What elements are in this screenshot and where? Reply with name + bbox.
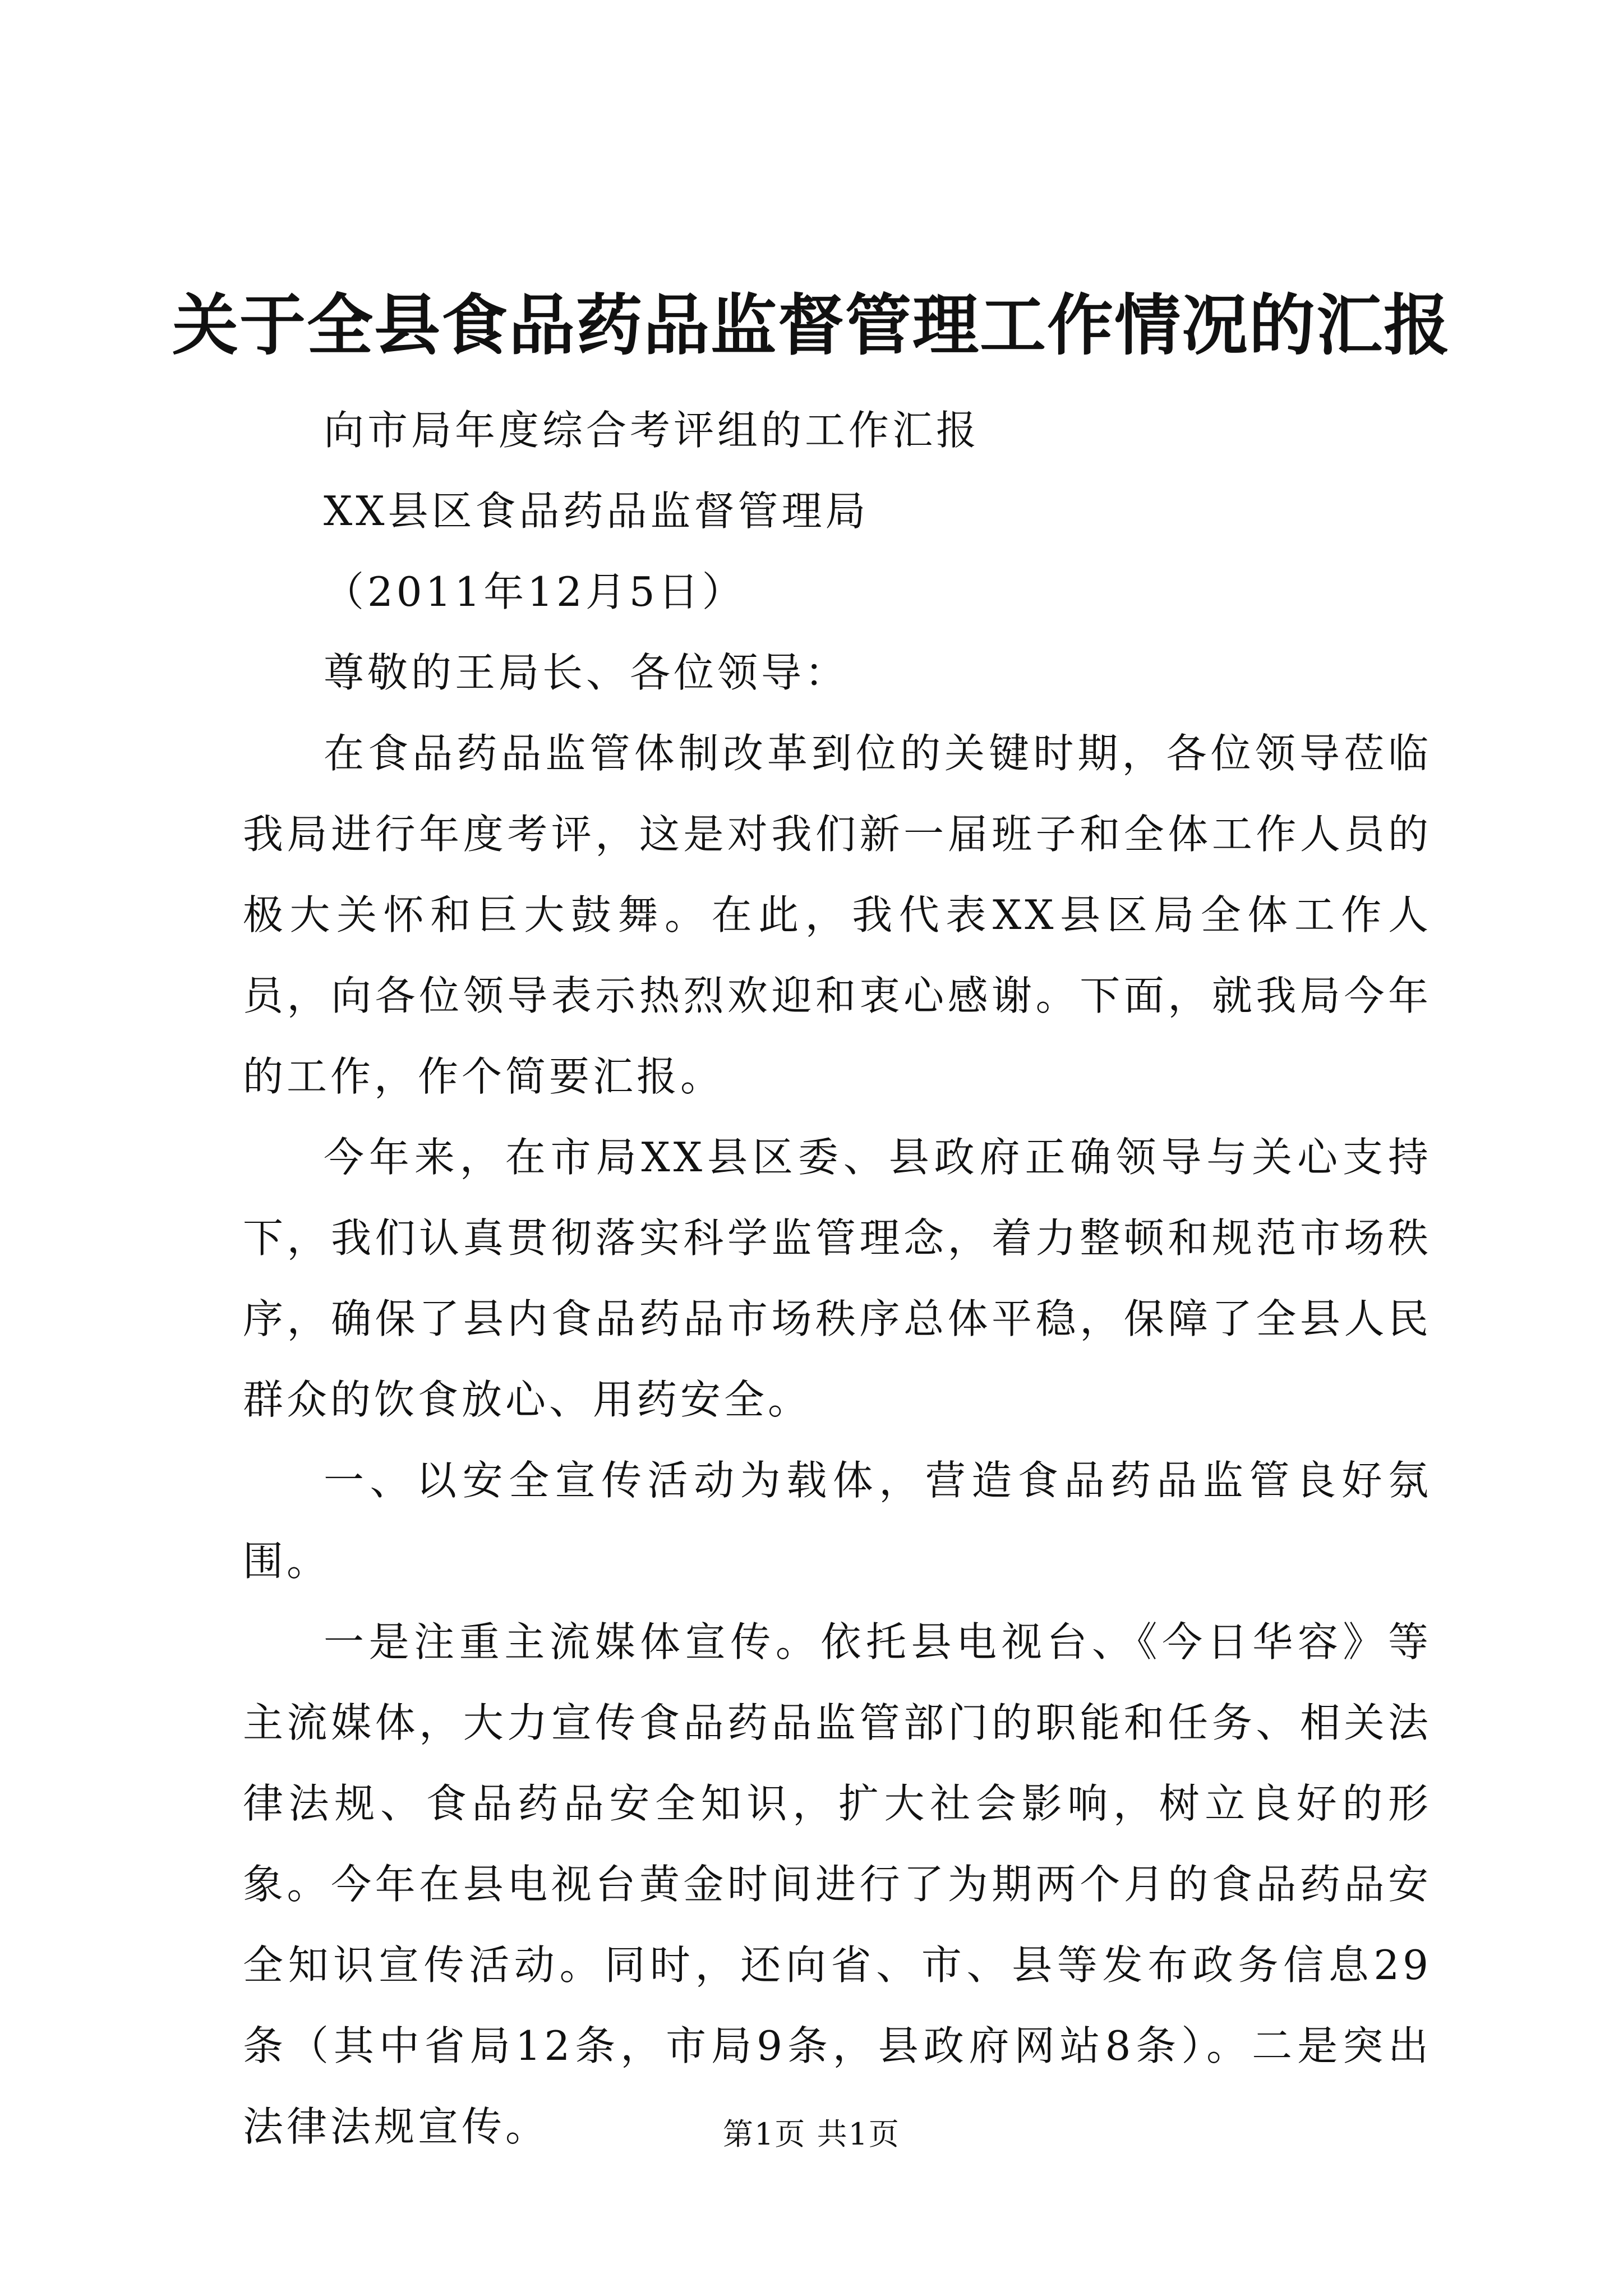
page-footer: 第1页 共1页 <box>723 2116 900 2152</box>
body-paragraph: 一是注重主流媒体宣传。依托县电视台、《今日华容》等主流媒体，大力宣传食品药品监管部门的职能和任务、相关法律法规、食品药品安全知识，扩大社会影响，树立良好的形象。今年在县电视台黄金时间进行了为期两个月的食品药品安全知识宣传活动。同时，还向省、市、县等发布政务信息29条（其中省局12条，市局9条，县政府网站8条）。二是突出法律法规宣传。 <box>243 1618 1432 2150</box>
document-body <box>243 390 1432 2167</box>
body-paragraph: 在食品药品监管体制改革到位的关键时期，各位领导莅临我局进行年度考评，这是对我们新一届班子和全体工作人员的极大关怀和巨大鼓舞。在此，我代表XX县区局全体工作人员，向各位领导表示热烈欢迎和衷心感谢。下面，就我局今年的工作，作个简要汇报。 <box>243 730 1432 1100</box>
date-paragraph: （2011年12月5日） <box>324 568 746 615</box>
salutation-paragraph: 尊敬的王局长、各位领导： <box>324 649 849 696</box>
issuer-paragraph: XX县区食品药品监督管理局 <box>324 487 869 535</box>
body-paragraph: 今年来，在市局XX县区委、县政府正确领导与关心支持下，我们认真贯彻落实科学监管理念，着力整顿和规范市场秩序，确保了县内食品药品市场秩序总体平稳，保障了全县人民群众的饮食放心、用药安全。 <box>243 1134 1432 1423</box>
section-heading-paragraph: 一、以安全宣传活动为载体，营造食品药品监管良好氛围。 <box>243 1457 1432 1585</box>
document-title: 关于全县食品药品监督管理工作情况的汇报 <box>172 286 1451 364</box>
subtitle-paragraph: 向市局年度综合考评组的工作汇报 <box>324 407 980 454</box>
